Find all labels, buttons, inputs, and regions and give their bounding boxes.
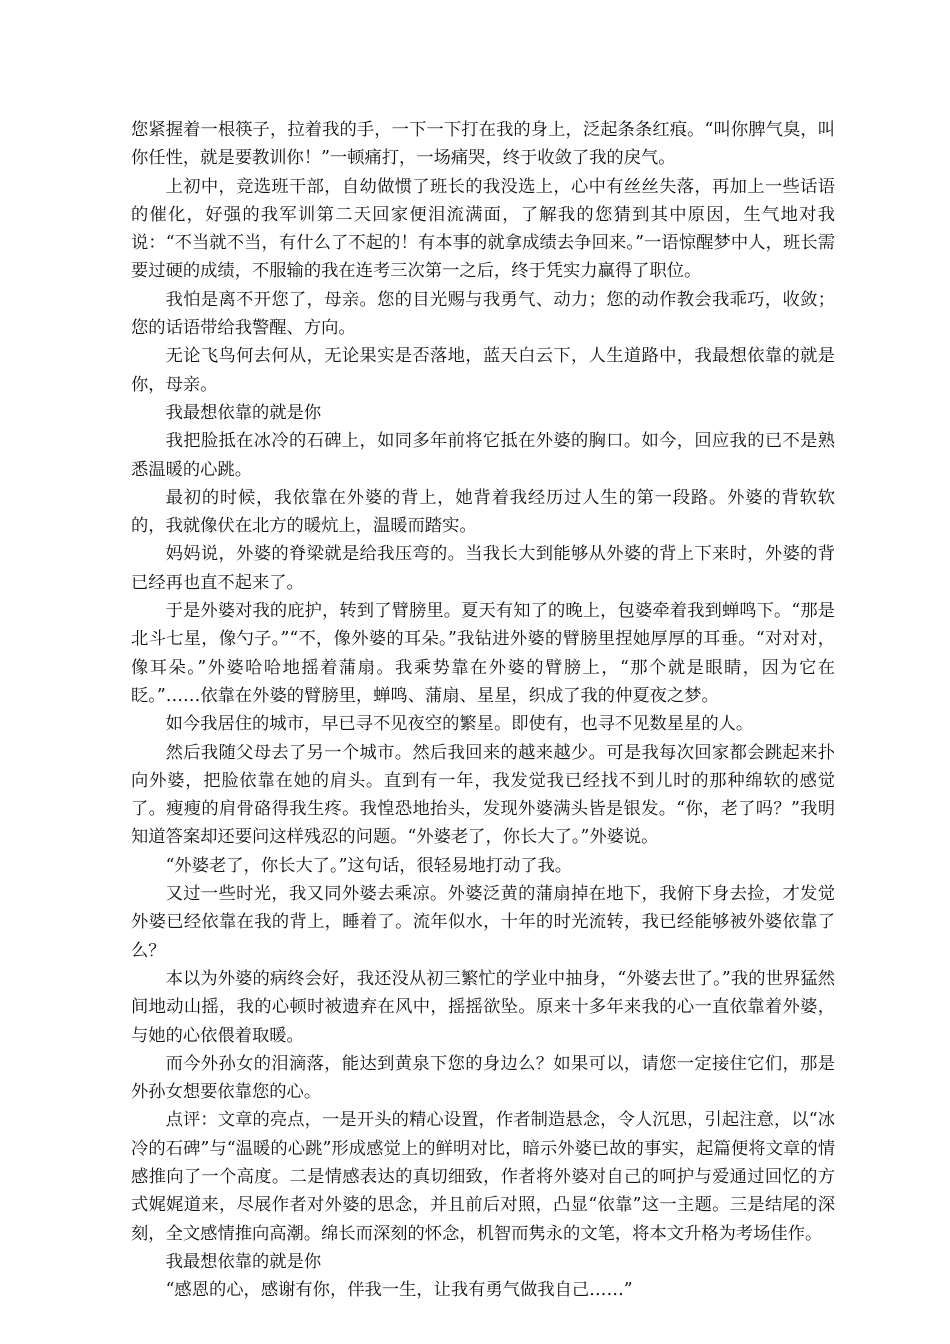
- commentary: 点评：文章的亮点，一是开头的精心设置，作者制造悬念，令人沉思，引起注意，以“冰冷的石碑”与“温暖的心跳”形成感觉上的鲜明对比，暗示外婆已故的事实，起篇便将文章的情感推向了一个高度。二是情感表达的真切细致，作者将外婆对自己的呵护与爱通过回忆的方式娓娓道来，尽展作者对外婆的思念，并且前后对照，凸显“依靠”这一主题。三是结尾的深刻，全文感情推向高潮。绵长而深刻的怀念，机智而隽永的文笔，将本文升格为考场佳作。: [131, 1110, 835, 1244]
- paragraph: 最初的时候，我依靠在外婆的背上，她背着我经历过人生的第一段路。外婆的背软软的，我就像伏在北方的暖炕上，温暖而踏实。: [131, 487, 835, 537]
- paragraph: 又过一些时光，我又同外婆去乘凉。外婆泛黄的蒲扇掉在地下，我俯下身去捡，才发觉外婆已经依靠在我的背上，睡着了。流年似水，十年的时光流转，我已经能够被外婆依靠了么？: [131, 884, 835, 961]
- paragraph: “感恩的心，感谢有你，伴我一生，让我有勇气做我自己……”: [165, 1280, 633, 1301]
- paragraph: 您紧握着一根筷子，拉着我的手，一下一下打在我的身上，泛起条条红痕。“叫你脾气臭，叫你任性，就是要教训你！”一顿痛打，一场痛哭，终于收敛了我的戾气。: [131, 120, 835, 169]
- paragraph: 妈妈说，外婆的脊梁就是给我压弯的。当我长大到能够从外婆的背上下来时，外婆的背已经再也直不起来了。: [131, 544, 835, 593]
- paragraph: 我怕是离不开您了，母亲。您的目光赐与我勇气、动力；您的动作教会我乖巧，收敛；您的话语带给我警醒、方向。: [131, 289, 835, 339]
- essay-title: 我最想依靠的就是你: [165, 402, 322, 423]
- paragraph: 无论飞鸟何去何从，无论果实是否落地，蓝天白云下，人生道路中，我最想依靠的就是你，母亲。: [131, 346, 835, 395]
- document-body: [131, 116, 835, 1304]
- paragraph: 上初中，竞选班干部，自幼做惯了班长的我没选上，心中有丝丝失落，再加上一些话语的催化，好强的我军训第二天回家便泪流满面，了解我的您猜到其中原因，生气地对我说：“不当就不当，有什么了不起的！有本事的就拿成绩去争回来。”一语惊醒梦中人，班长需要过硬的成绩，不服输的我在连考三次第一之后，终于凭实力赢得了职位。: [131, 176, 835, 282]
- paragraph: 我把脸抵在冰冷的石碑上，如同多年前将它抵在外婆的胸口。如今，回应我的已不是熟悉温暖的心跳。: [131, 431, 835, 480]
- paragraph: 然后我随父母去了另一个城市。然后我回来的越来越少。可是我每次回家都会跳起来扑向外婆，把脸依靠在她的肩头。直到有一年，我发觉我已经找不到儿时的那种绵软的感觉了。瘦瘦的肩骨硌得我生疼。我惶恐地抬头，发现外婆满头皆是银发。“你，老了吗？”我明知道答案却还要问这样残忍的问题。“外婆老了，你长大了。”外婆说。: [131, 742, 835, 848]
- paragraph: 于是外婆对我的庇护，转到了臂膀里。夏天有知了的晚上，包婆牵着我到蝉鸣下。“那是北斗七星，像勺子。”“不，像外婆的耳朵。”我钻进外婆的臂膀里捏她厚厚的耳垂。“对对对，像耳朵。”外婆哈哈地摇着蒲扇。我乘势靠在外婆的臂膀上，“那个就是眼睛，因为它在眨。”……依靠在外婆的臂膀里，蝉鸣、蒲扇、星星，织成了我的仲夏夜之梦。: [131, 601, 835, 706]
- paragraph: 本以为外婆的病终会好，我还没从初三繁忙的学业中抽身，“外婆去世了。”我的世界猛然间地动山摇，我的心顿时被遗弃在风中，摇摇欲坠。原来十多年来我的心一直依靠着外婆，与她的心依偎着取暖。: [131, 968, 835, 1046]
- paragraph: “外婆老了，你长大了。”这句话，很轻易地打动了我。: [165, 855, 573, 876]
- paragraph: 而今外孙女的泪滴落，能达到黄泉下您的身边么？如果可以，请您一定接住它们，那是外孙女想要依靠您的心。: [131, 1053, 835, 1103]
- paragraph: 如今我居住的城市，早已寻不见夜空的繁星。即使有，也寻不见数星星的人。: [165, 714, 754, 735]
- essay-title: 我最想依靠的就是你: [165, 1251, 322, 1272]
